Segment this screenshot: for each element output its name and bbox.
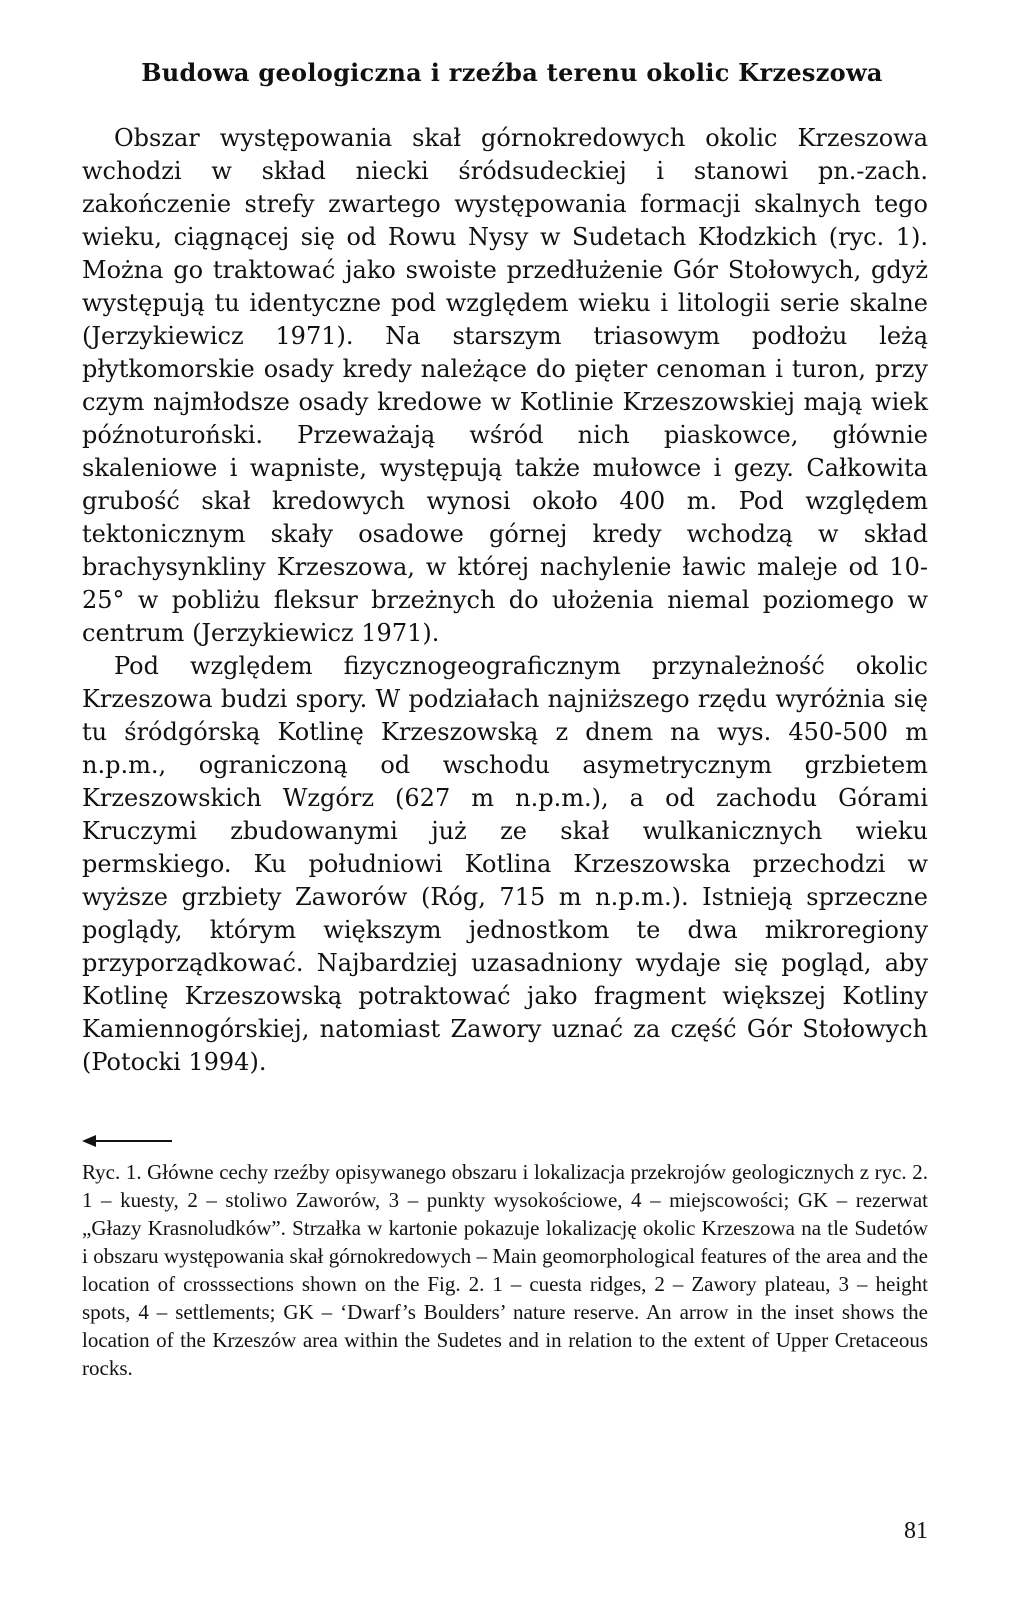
paragraph-geology: Obszar występowania skał górnokredowych okolic Krzeszowa wchodzi w skład niecki śródsudeckiej i stanowi pn.-zach. zakończenie strefy zwartego występowania formacji skalnych tego wieku, ciągnącej się od Rowu Nysy w Sudetach Kłodzkich (ryc. 1). Można go traktować jako swoiste przedłużenie Gór Stołowych, gdyż występują tu identyczne pod względem wieku i litologii serie skalne (Jerzykiewicz 1971). Na starszym triasowym podłożu leżą płytkomorskie osady kredy należące do pięter cenoman i turon, przy czym najmłodsze osady kredowe w Kotlinie Krzeszowskiej mają wiek późnoturoński. Przeważają wśród nich piaskowce, głównie skaleniowe i wapniste, występują także mułowce i gezy. Całkowita grubość skał kredowych wynosi około 400 m. Pod względem tektonicznym skały osadowe górnej kredy wchodzą w skład brachysynkliny Krzeszowa, w której nachylenie ławic maleje od 10-25° w pobliżu fleksur brzeżnych do ułożenia niemal poziomego w centrum (Jerzykiewicz 1971). xyxy=(82,124,928,647)
paragraph-physiography: Pod względem fizycznogeograficznym przynależność okolic Krzeszowa budzi spory. W podziałach najniższego rzędu wyróżnia się tu śródgórską Kotlinę Krzeszowską z dnem na wys. 450-500 m n.p.m., ograniczoną od wschodu asymetrycznym grzbietem Krzeszowskich Wzgórz (627 m n.p.m.), a od zachodu Górami Kruczymi zbudowanymi już ze skał wulkanicznych wieku permskiego. Ku południowi Kotlina Krzeszowska przechodzi w wyższe grzbiety Zaworów (Róg, 715 m n.p.m.). Istnieją sprzeczne poglądy, którym większym jednostkom te dwa mikroregiony przyporządkować. Najbardziej uzasadniony wydaje się pogląd, aby Kotlinę Krzeszowską potraktować jako fragment większej Kotliny Kamiennogórskiej, natomiast Zawory uznać za część Gór Stołowych (Potocki 1994). xyxy=(82,652,928,1076)
body-text xyxy=(82,122,928,1079)
page-number: 81 xyxy=(904,1518,928,1544)
page-title: Budowa geologiczna i rzeźba terenu okolic Krzeszowa xyxy=(141,58,883,87)
figure-caption: Ryc. 1. Główne cechy rzeźby opisywanego obszaru i lokalizacja przekrojów geologicznych z ryc. 2. 1 – kuesty, 2 – stoliwo Zaworów, 3 – punkty wysokościowe, 4 – miejscowości; GK – rezerwat „Głazy Krasnoludków”. Strzałka w kartonie pokazuje lokalizację okolic Krzeszowa na tle Sudetów i obszaru występowania skał górnokredowych – Main geomorphological features of the area and the location of crosssections shown on the Fig. 2. 1 – cuesta ridges, 2 – Zawory plateau, 3 – height spots, 4 – settlements; GK – ‘Dwarf’s Boulders’ nature reserve. An arrow in the inset shows the location of the Krzeszów area within the Sudetes and in relation to the extent of Upper Cretaceous rocks. xyxy=(82,1160,928,1380)
left-arrow-icon xyxy=(82,1132,172,1150)
